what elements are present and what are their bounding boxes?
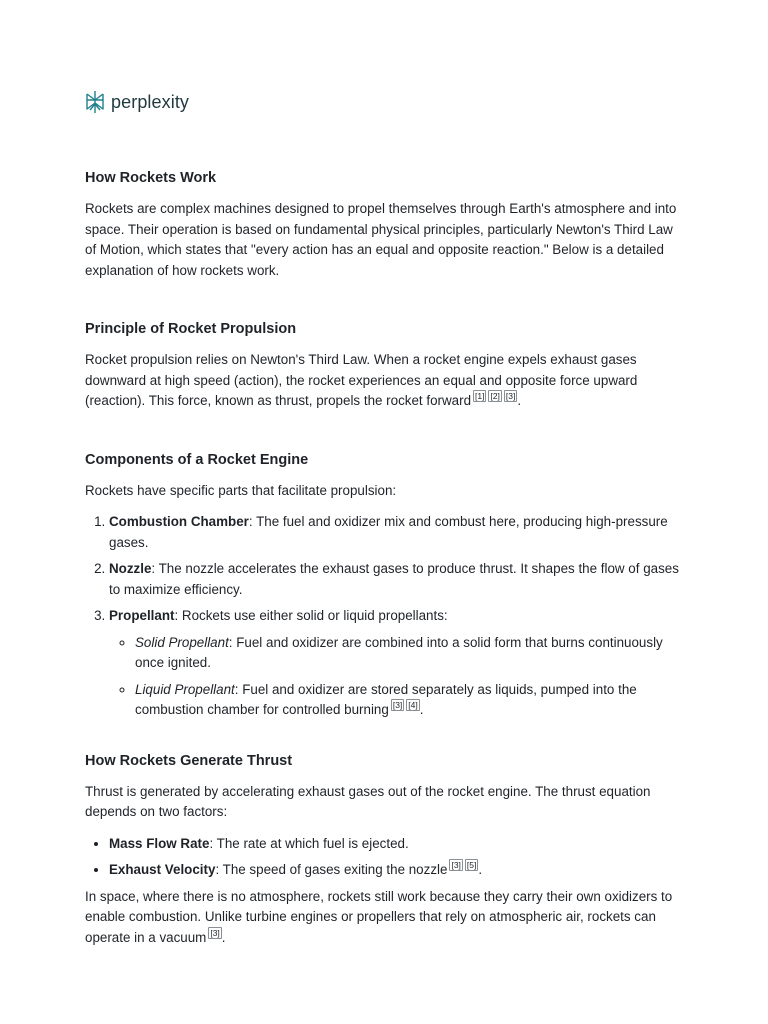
answer-content xyxy=(85,168,685,948)
perplexity-logo xyxy=(85,90,189,114)
description: : The rate at which fuel is ejected. xyxy=(209,835,409,851)
description: : Fuel and oxidizer are combined into a solid form that burns continuously once ignited. xyxy=(135,634,663,670)
citation-link[interactable]: [3] xyxy=(392,700,403,710)
term: Mass Flow Rate xyxy=(109,835,210,851)
description: : Rockets use either solid or liquid propellants: xyxy=(174,608,448,623)
punctuation: . xyxy=(478,862,483,877)
brand-name: perplexity xyxy=(111,91,190,112)
term: Solid Propellant xyxy=(135,634,229,650)
term: Exhaust Velocity xyxy=(109,862,216,877)
citation-link[interactable]: [3] xyxy=(451,860,461,870)
description: : The nozzle accelerates the exhaust gases to produce thrust. It shapes the flow of gases to maximize efficiency. xyxy=(109,561,679,597)
list-item xyxy=(109,559,685,600)
paragraph: Rockets are complex machines designed to propel themselves through Earth's atmosphere and into space. Their operation is based on fundamental physical principles, particularly Newton's Third Law of Motion, which states that "every action has an equal and opposite reaction." Below is a detailed explanation of how rockets work. xyxy=(85,201,677,278)
punctuation: . xyxy=(419,702,424,717)
citation-link[interactable]: [2] xyxy=(490,391,500,401)
citation-link[interactable]: [3] xyxy=(210,927,220,938)
section-heading: Principle of Rocket Propulsion xyxy=(85,321,297,337)
propellant-sublist xyxy=(109,633,685,721)
citation-link[interactable]: [1] xyxy=(475,391,485,401)
paragraph: Rockets have specific parts that facilitate propulsion: xyxy=(85,482,397,498)
section-heading: How Rockets Work xyxy=(85,170,217,186)
punctuation: . xyxy=(517,393,522,408)
term: Nozzle xyxy=(109,561,152,576)
description: : The fuel and oxidizer mix and combust here, producing high-pressure gases. xyxy=(109,514,668,550)
paragraph xyxy=(85,350,685,412)
term: Liquid Propellant xyxy=(135,681,235,697)
term: Combustion Chamber xyxy=(109,514,249,529)
thrust-factors-list xyxy=(85,834,685,881)
perplexity-logo-icon xyxy=(85,90,105,114)
paragraph xyxy=(85,887,685,949)
list-item xyxy=(109,860,685,881)
list-item xyxy=(109,834,685,855)
list-item xyxy=(109,512,685,553)
punctuation: . xyxy=(221,929,226,945)
list-item xyxy=(109,606,685,721)
description: : Fuel and oxidizer are stored separately as liquids, pumped into the combustion chamber for controlled burning xyxy=(135,681,637,717)
section-heading: How Rockets Generate Thrust xyxy=(85,752,293,769)
section-heading: Components of a Rocket Engine xyxy=(85,451,309,468)
paragraph-text: Rocket propulsion relies on Newton's Third Law. When a rocket engine expels exhaust gases downward at high speed (action), the rocket experiences an equal and opposite force upward (reaction). This force, known as thrust, propels the rocket forward xyxy=(85,352,638,408)
citation-link[interactable]: [3] xyxy=(505,391,516,401)
description: : The speed of gases exiting the nozzle xyxy=(215,862,448,877)
list-item xyxy=(135,680,685,721)
term: Propellant xyxy=(109,608,175,623)
list-item xyxy=(135,633,685,674)
paragraph-text: In space, where there is no atmosphere, rockets still work because they carry their own oxidizers to enable combustion. Unlike turbine engines or propellers that rely on atmospheric air, rockets can operate in a vacuum xyxy=(85,888,673,945)
paragraph: Thrust is generated by accelerating exhaust gases out of the rocket engine. The thrust equation depends on two factors: xyxy=(85,783,651,819)
components-list xyxy=(85,512,685,721)
citation-link[interactable]: [5] xyxy=(466,860,477,870)
citation-link[interactable]: [4] xyxy=(408,700,418,710)
